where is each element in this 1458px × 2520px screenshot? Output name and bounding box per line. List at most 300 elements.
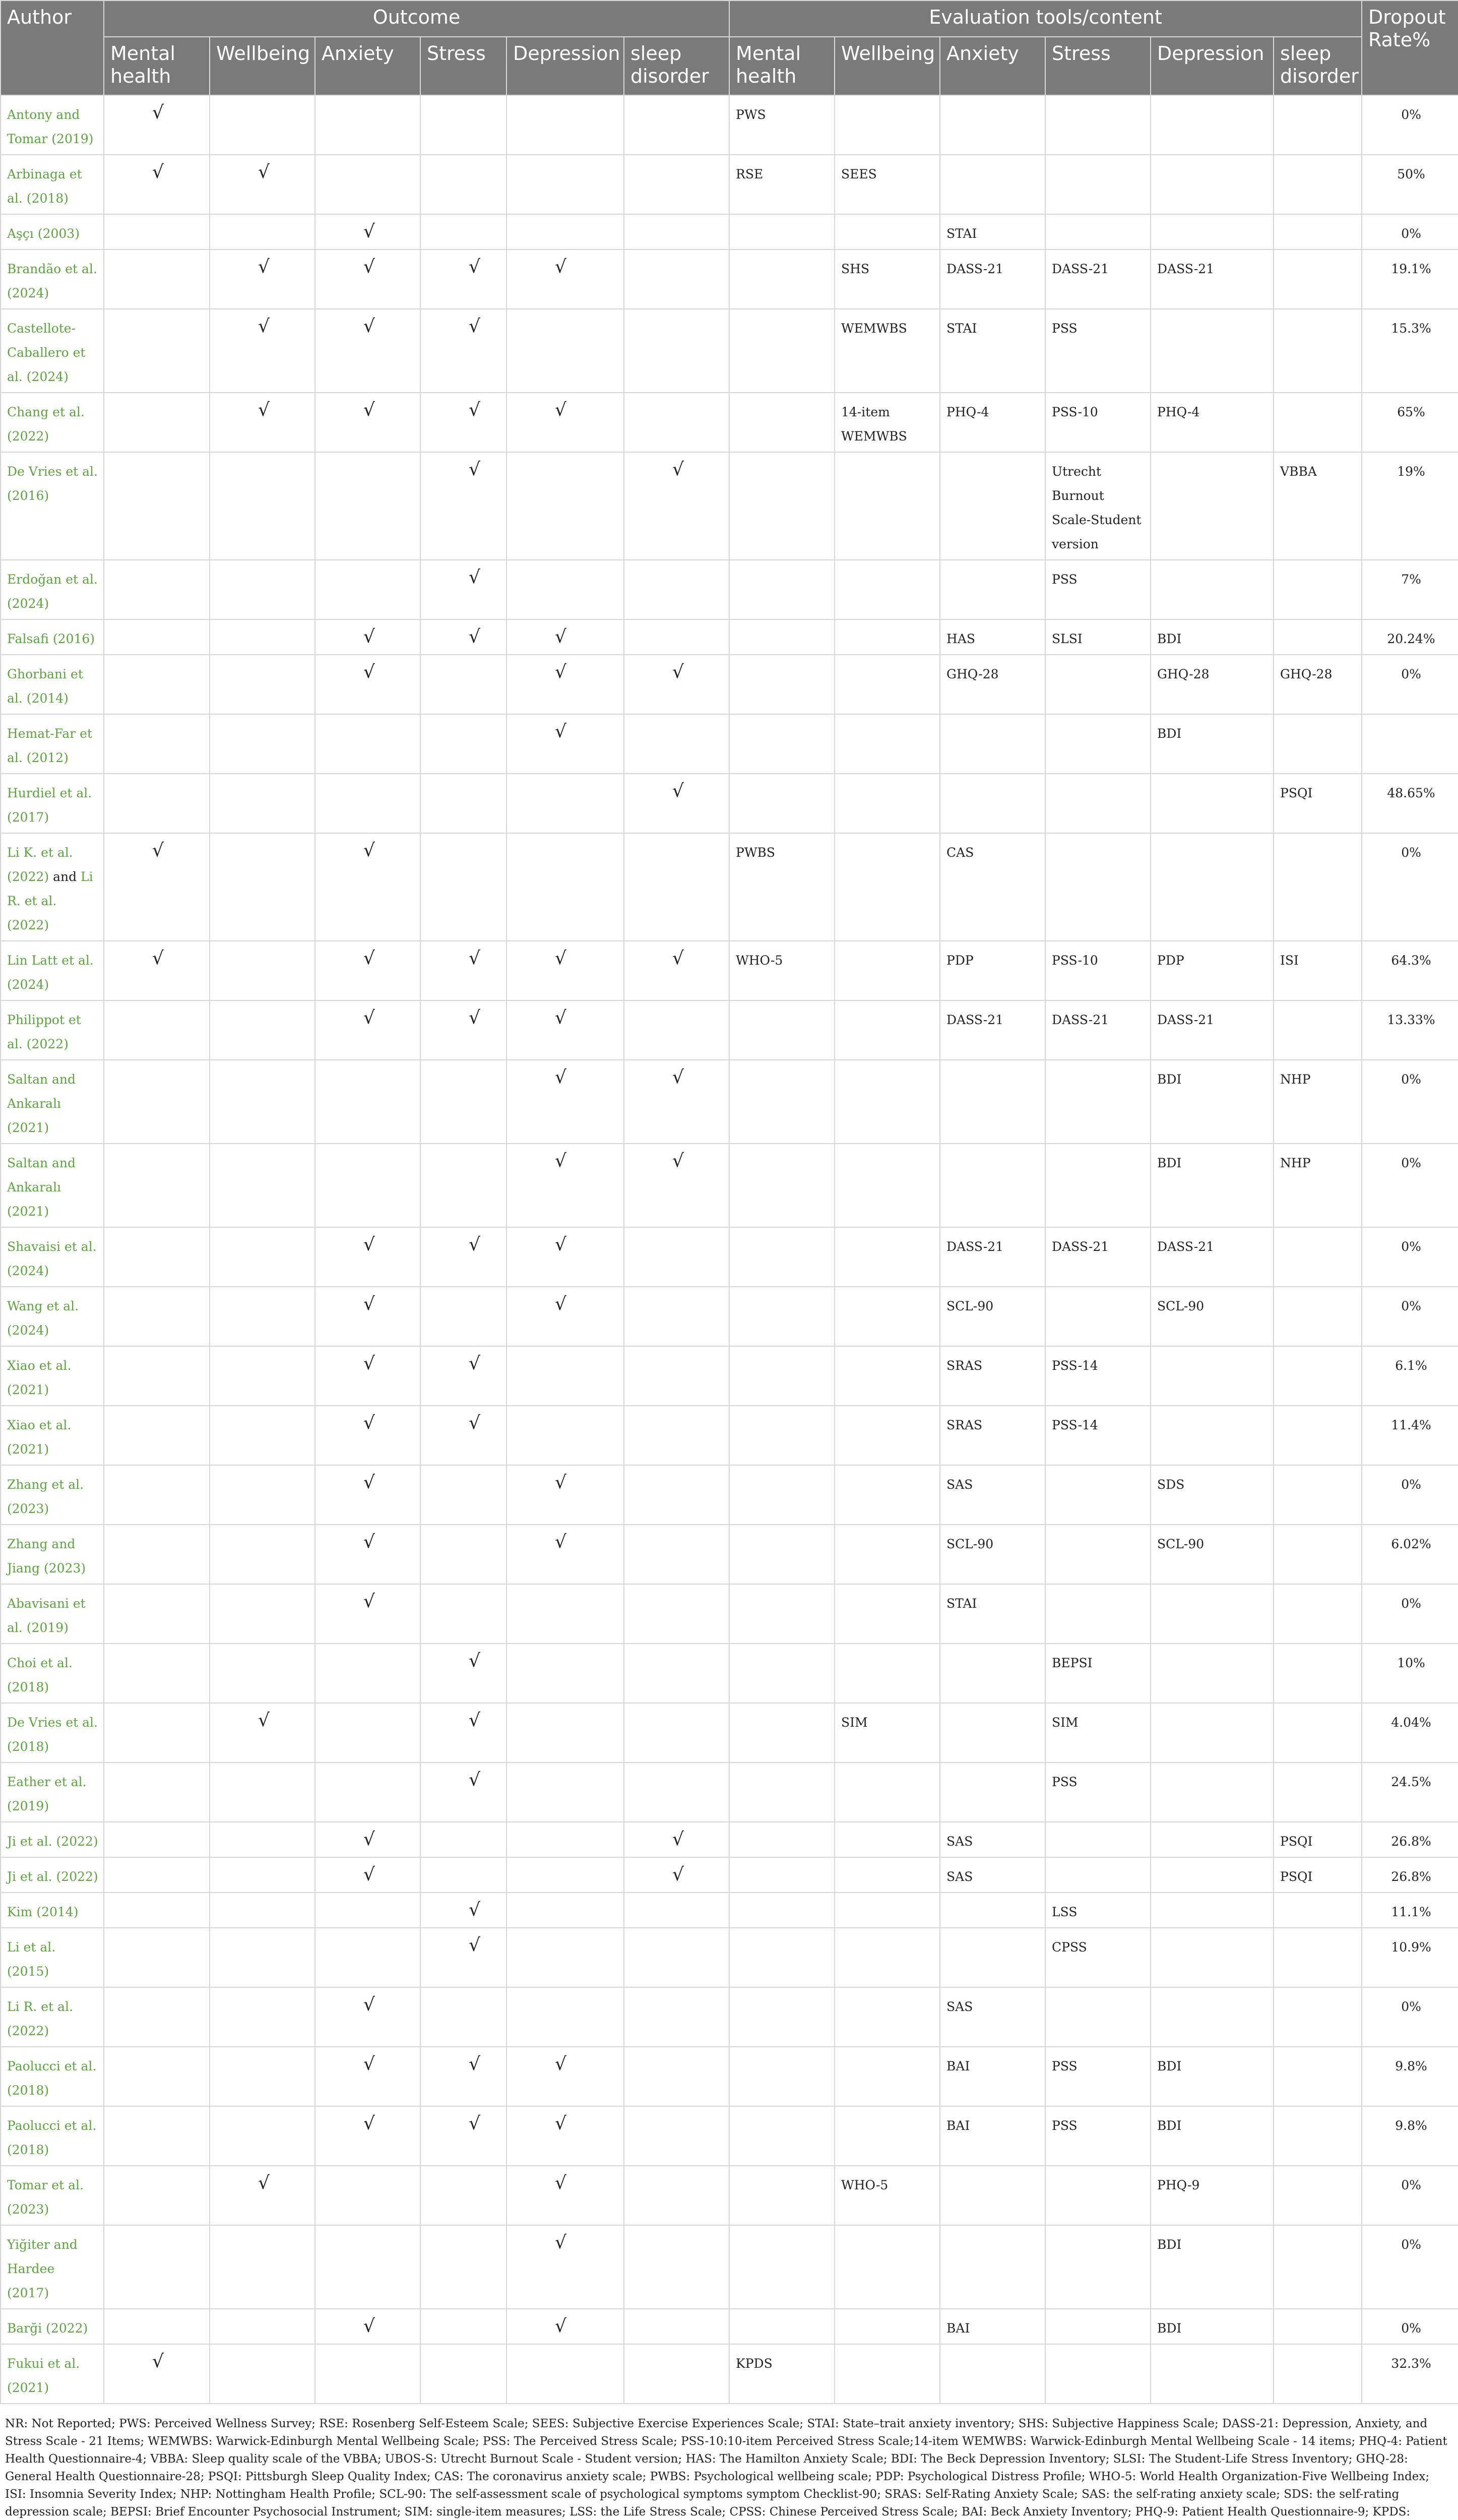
- eval-tool-cell: [940, 1928, 1045, 1987]
- author-link[interactable]: Yiğiter and Hardee (2017): [7, 2237, 78, 2300]
- eval-tool-cell: SAS: [940, 1857, 1045, 1893]
- author-link[interactable]: De Vries et al. (2018): [7, 1715, 98, 1754]
- check-mark-icon: √: [469, 400, 480, 420]
- author-link[interactable]: Shavaisi et al. (2024): [7, 1239, 97, 1278]
- eval-col-header: Anxiety: [940, 37, 1045, 95]
- author-link[interactable]: Antony and Tomar (2019): [7, 107, 94, 146]
- outcome-check-cell: [210, 2309, 315, 2344]
- eval-tool-cell: [1151, 833, 1274, 941]
- eval-col-header: Mental health: [729, 37, 835, 95]
- outcome-check-cell: [315, 1928, 420, 1987]
- author-link[interactable]: Ghorbani et al. (2014): [7, 667, 83, 706]
- eval-tool-cell: [835, 2309, 940, 2344]
- outcome-check-cell: [624, 2225, 729, 2309]
- table-row: [1, 2225, 1458, 2309]
- outcome-check-cell: [210, 1703, 315, 1762]
- check-mark-icon: √: [363, 1007, 375, 1028]
- outcome-check-cell: [210, 2225, 315, 2309]
- eval-tool-cell: DASS-21: [940, 1000, 1045, 1060]
- eval-tool-cell: [1151, 95, 1274, 155]
- eval-tool-cell: PSS: [1045, 309, 1151, 393]
- outcome-check-cell: [624, 1703, 729, 1762]
- eval-tool-cell: [1274, 2225, 1362, 2309]
- eval-tool-cell: [940, 1060, 1045, 1144]
- eval-tool-cell: [1045, 1287, 1151, 1346]
- eval-tool-cell: [1274, 1987, 1362, 2047]
- eval-tool-cell: [1151, 1893, 1274, 1928]
- outcome-check-cell: [104, 393, 210, 452]
- dropout-cell: 7%: [1362, 560, 1458, 619]
- check-mark-icon: √: [555, 2173, 566, 2193]
- outcome-check-cell: [315, 1000, 420, 1060]
- author-link[interactable]: Li et al. (2015): [7, 1940, 56, 1979]
- eval-col-header: Wellbeing: [835, 37, 940, 95]
- check-mark-icon: √: [363, 1829, 375, 1850]
- eval-tool-cell: [1045, 833, 1151, 941]
- table-row: [1, 714, 1458, 774]
- outcome-check-cell: [624, 1406, 729, 1465]
- author-link[interactable]: Eather et al. (2019): [7, 1775, 87, 1813]
- outcome-col-header: Depression: [506, 37, 624, 95]
- author-link[interactable]: Hemat-Far et al. (2012): [7, 726, 92, 765]
- author-link[interactable]: Barği (2022): [7, 2321, 88, 2336]
- author-link[interactable]: Choi et al. (2018): [7, 1656, 73, 1694]
- author-link[interactable]: Saltan and Ankaralı (2021): [7, 1072, 76, 1135]
- outcome-check-cell: [420, 1287, 506, 1346]
- author-link[interactable]: Hurdiel et al. (2017): [7, 786, 92, 825]
- outcome-check-cell: [104, 309, 210, 393]
- outcome-check-cell: [104, 1893, 210, 1928]
- author-link[interactable]: Tomar et al. (2023): [7, 2178, 84, 2217]
- eval-tool-cell: [1045, 1584, 1151, 1644]
- outcome-check-cell: [506, 95, 624, 155]
- eval-tool-cell: PSQI: [1274, 1822, 1362, 1857]
- author-cell: [1, 655, 104, 714]
- outcome-check-cell: [315, 393, 420, 452]
- outcome-check-cell: [210, 393, 315, 452]
- eval-tool-cell: [940, 1762, 1045, 1822]
- eval-tool-cell: [835, 1584, 940, 1644]
- outcome-check-cell: [420, 1144, 506, 1227]
- eval-tool-cell: [729, 560, 835, 619]
- outcome-check-cell: [104, 1822, 210, 1857]
- outcome-check-cell: [210, 1060, 315, 1144]
- eval-tool-cell: [1274, 1287, 1362, 1346]
- outcome-check-cell: [104, 1060, 210, 1144]
- eval-tool-cell: [1045, 1987, 1151, 2047]
- author-link[interactable]: Brandão et al. (2024): [7, 262, 97, 300]
- check-mark-icon: √: [469, 948, 480, 969]
- check-mark-icon: √: [555, 721, 566, 742]
- eval-tool-cell: [1274, 214, 1362, 249]
- eval-tool-cell: PSS-10: [1045, 393, 1151, 452]
- dropout-cell: [1362, 714, 1458, 774]
- eval-tool-cell: BDI: [1151, 619, 1274, 655]
- eval-tool-cell: GHQ-28: [940, 655, 1045, 714]
- author-link[interactable]: Falsafi (2016): [7, 632, 95, 646]
- check-mark-icon: √: [555, 1067, 566, 1088]
- eval-tool-cell: WHO-5: [729, 941, 835, 1000]
- check-mark-icon: √: [555, 626, 566, 647]
- eval-tool-cell: [1045, 1060, 1151, 1144]
- outcome-check-cell: [506, 1060, 624, 1144]
- table-row: [1, 655, 1458, 714]
- eval-tool-cell: PWBS: [729, 833, 835, 941]
- author-link[interactable]: Li R. et al. (2022): [7, 1999, 73, 2038]
- eval-tool-cell: [835, 1644, 940, 1703]
- eval-tool-cell: [729, 1000, 835, 1060]
- check-mark-icon: √: [363, 1353, 375, 1374]
- eval-tool-cell: [1274, 1465, 1362, 1525]
- outcome-col-header: Mental health: [104, 37, 210, 95]
- table-row: [1, 1584, 1458, 1644]
- outcome-check-cell: [624, 1987, 729, 2047]
- dropout-cell: 50%: [1362, 155, 1458, 214]
- table-row: [1, 1227, 1458, 1287]
- eval-tool-cell: [1151, 1346, 1274, 1406]
- outcome-check-cell: [210, 1227, 315, 1287]
- outcome-check-cell: [420, 655, 506, 714]
- outcome-check-cell: [506, 1346, 624, 1406]
- author-cell: [1, 619, 104, 655]
- eval-tool-cell: [1151, 1928, 1274, 1987]
- outcome-check-cell: [210, 2344, 315, 2404]
- outcome-check-cell: [210, 2106, 315, 2166]
- eval-tool-cell: [729, 452, 835, 560]
- outcome-check-cell: [420, 1000, 506, 1060]
- outcome-check-cell: [315, 560, 420, 619]
- eval-tool-cell: [1274, 1928, 1362, 1987]
- outcome-check-cell: [420, 309, 506, 393]
- outcome-check-cell: [315, 249, 420, 309]
- eval-tool-cell: SHS: [835, 249, 940, 309]
- outcome-check-cell: [104, 1346, 210, 1406]
- outcome-check-cell: [624, 833, 729, 941]
- eval-tool-cell: [1045, 655, 1151, 714]
- dropout-cell: 10%: [1362, 1644, 1458, 1703]
- outcome-check-cell: [420, 619, 506, 655]
- author-link[interactable]: Li K. et al. (2022): [7, 845, 73, 884]
- dropout-cell: 0%: [1362, 655, 1458, 714]
- author-cell: [1, 2106, 104, 2166]
- eval-tool-cell: SAS: [940, 1465, 1045, 1525]
- author-link[interactable]: Erdoğan et al. (2024): [7, 572, 98, 611]
- author-link[interactable]: Aşçı (2003): [7, 226, 80, 241]
- table-row: [1, 452, 1458, 560]
- eval-tool-cell: SIM: [835, 1703, 940, 1762]
- eval-tool-cell: [940, 2166, 1045, 2225]
- outcome-check-cell: [506, 2225, 624, 2309]
- eval-tool-cell: [835, 2225, 940, 2309]
- check-mark-icon: √: [672, 662, 684, 682]
- outcome-check-cell: [210, 655, 315, 714]
- author-link[interactable]: Paolucci et al. (2018): [7, 2118, 97, 2157]
- eval-tool-cell: DASS-21: [940, 1227, 1045, 1287]
- eval-tool-cell: [835, 1525, 940, 1584]
- check-mark-icon: √: [555, 2232, 566, 2253]
- eval-tool-cell: [1151, 560, 1274, 619]
- outcome-col-header: Anxiety: [315, 37, 420, 95]
- eval-tool-cell: [1045, 2225, 1151, 2309]
- dropout-cell: 0%: [1362, 1584, 1458, 1644]
- check-mark-icon: √: [469, 1353, 480, 1374]
- author-link[interactable]: Fukui et al. (2021): [7, 2356, 80, 2395]
- outcome-check-cell: [624, 1822, 729, 1857]
- outcome-check-cell: [315, 1703, 420, 1762]
- check-mark-icon: √: [363, 662, 375, 682]
- outcome-check-cell: [315, 309, 420, 393]
- dropout-cell: 11.4%: [1362, 1406, 1458, 1465]
- check-mark-icon: √: [363, 1864, 375, 1885]
- outcome-check-cell: [624, 95, 729, 155]
- dropout-cell: 11.1%: [1362, 1893, 1458, 1928]
- table-row: [1, 1762, 1458, 1822]
- eval-tool-cell: [1045, 2309, 1151, 2344]
- eval-tool-cell: [1045, 1822, 1151, 1857]
- outcome-check-cell: [506, 1987, 624, 2047]
- outcome-check-cell: [624, 1227, 729, 1287]
- author-link[interactable]: Abavisani et al. (2019): [7, 1596, 86, 1635]
- outcome-check-cell: [104, 95, 210, 155]
- check-mark-icon: √: [469, 1935, 480, 1956]
- eval-tool-cell: [1151, 1762, 1274, 1822]
- eval-tool-cell: SAS: [940, 1987, 1045, 2047]
- dropout-cell: 10.9%: [1362, 1928, 1458, 1987]
- eval-tool-cell: [1274, 393, 1362, 452]
- table-row: [1, 941, 1458, 1000]
- author-link[interactable]: Zhang and Jiang (2023): [7, 1537, 86, 1576]
- outcome-check-cell: [506, 155, 624, 214]
- check-mark-icon: √: [469, 1007, 480, 1028]
- outcome-check-cell: [420, 833, 506, 941]
- outcome-check-cell: [624, 1893, 729, 1928]
- outcome-check-cell: [420, 2166, 506, 2225]
- eval-tool-cell: [1045, 155, 1151, 214]
- outcome-check-cell: [506, 214, 624, 249]
- author-link[interactable]: Lin Latt et al. (2024): [7, 953, 94, 992]
- eval-tool-cell: [1045, 1857, 1151, 1893]
- outcome-check-cell: [420, 2309, 506, 2344]
- eval-tool-cell: WEMWBS: [835, 309, 940, 393]
- outcome-check-cell: [315, 1762, 420, 1822]
- outcome-check-cell: [506, 1227, 624, 1287]
- eval-tool-cell: [729, 309, 835, 393]
- outcome-check-cell: [420, 2106, 506, 2166]
- eval-tool-cell: DASS-21: [1151, 1000, 1274, 1060]
- outcome-check-cell: [104, 1525, 210, 1584]
- outcome-check-cell: [506, 714, 624, 774]
- check-mark-icon: √: [363, 626, 375, 647]
- table-row: [1, 1822, 1458, 1857]
- eval-tool-cell: [729, 214, 835, 249]
- eval-tool-cell: [1274, 1525, 1362, 1584]
- eval-tool-cell: PSS: [1045, 560, 1151, 619]
- eval-tool-cell: [729, 619, 835, 655]
- outcome-check-cell: [506, 941, 624, 1000]
- check-mark-icon: √: [469, 567, 480, 588]
- outcome-check-cell: [315, 1227, 420, 1287]
- outcome-check-cell: [420, 2225, 506, 2309]
- eval-tool-cell: [835, 560, 940, 619]
- outcome-check-cell: [506, 393, 624, 452]
- outcome-check-cell: [420, 941, 506, 1000]
- eval-tool-cell: [1274, 95, 1362, 155]
- outcome-check-cell: [624, 941, 729, 1000]
- outcome-check-cell: [210, 1000, 315, 1060]
- eval-tool-cell: DASS-21: [940, 249, 1045, 309]
- dropout-cell: 0%: [1362, 1227, 1458, 1287]
- eval-tool-cell: STAI: [940, 214, 1045, 249]
- author-link[interactable]: Ji et al. (2022): [7, 1869, 98, 1884]
- outcome-check-cell: [506, 1762, 624, 1822]
- eval-tool-cell: PSS-14: [1045, 1346, 1151, 1406]
- eval-tool-cell: PDP: [940, 941, 1045, 1000]
- author-cell: [1, 714, 104, 774]
- check-mark-icon: √: [363, 1994, 375, 2015]
- author-cell: [1, 1644, 104, 1703]
- outcome-check-cell: [420, 1406, 506, 1465]
- dropout-cell: 26.8%: [1362, 1822, 1458, 1857]
- eval-tool-cell: 14-item WEMWBS: [835, 393, 940, 452]
- outcome-check-cell: [210, 452, 315, 560]
- outcome-check-cell: [506, 1525, 624, 1584]
- eval-tool-cell: DASS-21: [1151, 249, 1274, 309]
- check-mark-icon: √: [555, 2054, 566, 2074]
- author-link[interactable]: Zhang et al. (2023): [7, 1477, 84, 1516]
- eval-tool-cell: [835, 941, 940, 1000]
- author-link[interactable]: Ji et al. (2022): [7, 1834, 98, 1849]
- table-row: [1, 1893, 1458, 1928]
- eval-tool-cell: [835, 1060, 940, 1144]
- check-mark-icon: √: [469, 1900, 480, 1920]
- outcome-check-cell: [506, 1584, 624, 1644]
- eval-tool-cell: BDI: [1151, 714, 1274, 774]
- eval-tool-cell: BAI: [940, 2309, 1045, 2344]
- author-link[interactable]: Castellote-Caballero et al. (2024): [7, 321, 86, 384]
- table-row: [1, 1703, 1458, 1762]
- check-mark-icon: √: [363, 2316, 375, 2337]
- outcome-check-cell: [420, 214, 506, 249]
- check-mark-icon: √: [555, 1151, 566, 1171]
- author-cell: [1, 2309, 104, 2344]
- eval-col-header: Stress: [1045, 37, 1151, 95]
- outcome-check-cell: [315, 619, 420, 655]
- eval-tool-cell: [1274, 1703, 1362, 1762]
- outcome-check-cell: [624, 1762, 729, 1822]
- dropout-cell: 64.3%: [1362, 941, 1458, 1000]
- outcome-check-cell: [104, 1287, 210, 1346]
- eval-tool-cell: [729, 393, 835, 452]
- outcome-check-cell: [104, 1406, 210, 1465]
- outcome-check-cell: [210, 833, 315, 941]
- outcome-check-cell: [210, 1928, 315, 1987]
- author-cell: [1, 774, 104, 833]
- author-link[interactable]: Philippot et al. (2022): [7, 1013, 81, 1051]
- eval-tool-cell: [1151, 1644, 1274, 1703]
- eval-tool-cell: [729, 1465, 835, 1525]
- eval-tool-cell: [1151, 1987, 1274, 2047]
- outcome-check-cell: [420, 95, 506, 155]
- author-link[interactable]: De Vries et al. (2016): [7, 464, 98, 503]
- outcome-check-cell: [624, 1857, 729, 1893]
- eval-tool-cell: SCL-90: [1151, 1287, 1274, 1346]
- check-mark-icon: √: [363, 400, 375, 420]
- outcome-check-cell: [104, 1703, 210, 1762]
- author-link[interactable]: Saltan and Ankaralı (2021): [7, 1156, 76, 1219]
- outcome-check-cell: [104, 1584, 210, 1644]
- author-cell: [1, 1227, 104, 1287]
- check-mark-icon: √: [363, 316, 375, 337]
- outcome-check-cell: [315, 2225, 420, 2309]
- check-mark-icon: √: [469, 2113, 480, 2134]
- author-link[interactable]: Li R. et al. (2022): [7, 869, 93, 932]
- table-row: [1, 2344, 1458, 2404]
- author-link[interactable]: Wang et al. (2024): [7, 1299, 79, 1338]
- eval-tool-cell: [729, 2309, 835, 2344]
- check-mark-icon: √: [469, 2054, 480, 2074]
- outcome-check-cell: [624, 1525, 729, 1584]
- eval-tool-cell: SEES: [835, 155, 940, 214]
- outcome-check-cell: [420, 714, 506, 774]
- dropout-cell: 26.8%: [1362, 1857, 1458, 1893]
- eval-tool-cell: [1274, 309, 1362, 393]
- outcome-check-cell: [420, 1525, 506, 1584]
- eval-tool-cell: [1151, 1703, 1274, 1762]
- eval-tool-cell: [1274, 560, 1362, 619]
- outcome-check-cell: [624, 309, 729, 393]
- author-link[interactable]: Xiao et al. (2021): [7, 1418, 72, 1457]
- check-mark-icon: √: [672, 1067, 684, 1088]
- check-mark-icon: √: [672, 1151, 684, 1171]
- outcome-check-cell: [624, 774, 729, 833]
- eval-tool-cell: [1274, 1893, 1362, 1928]
- eval-tool-cell: VBBA: [1274, 452, 1362, 560]
- author-link[interactable]: Paolucci et al. (2018): [7, 2059, 97, 2098]
- eval-tool-cell: STAI: [940, 1584, 1045, 1644]
- outcome-check-cell: [210, 2166, 315, 2225]
- outcome-check-cell: [315, 1287, 420, 1346]
- author-link[interactable]: Arbinaga et al. (2018): [7, 167, 82, 206]
- eval-tool-cell: PSQI: [1274, 1857, 1362, 1893]
- outcome-check-cell: [104, 714, 210, 774]
- check-mark-icon: √: [152, 102, 164, 123]
- check-mark-icon: √: [258, 1710, 270, 1731]
- outcome-check-cell: [506, 2309, 624, 2344]
- outcome-check-cell: [506, 2344, 624, 2404]
- table-row: [1, 1987, 1458, 2047]
- author-link[interactable]: Kim (2014): [7, 1905, 79, 1919]
- author-cell: [1, 2344, 104, 2404]
- outcome-check-cell: [104, 2344, 210, 2404]
- outcome-check-cell: [104, 155, 210, 214]
- eval-tool-cell: [1045, 1465, 1151, 1525]
- outcome-check-cell: [506, 1287, 624, 1346]
- table-row: [1, 560, 1458, 619]
- table-row: [1, 95, 1458, 155]
- check-mark-icon: √: [555, 662, 566, 682]
- outcome-check-cell: [210, 95, 315, 155]
- eval-tool-cell: [729, 1584, 835, 1644]
- eval-tool-cell: PHQ-4: [940, 393, 1045, 452]
- eval-tool-cell: [835, 95, 940, 155]
- check-mark-icon: √: [469, 1234, 480, 1255]
- author-link[interactable]: Xiao et al. (2021): [7, 1358, 72, 1397]
- author-link[interactable]: Chang et al. (2022): [7, 405, 85, 444]
- outcome-check-cell: [506, 560, 624, 619]
- eval-tool-cell: [835, 1987, 940, 2047]
- check-mark-icon: √: [152, 2351, 164, 2372]
- outcome-check-cell: [104, 1227, 210, 1287]
